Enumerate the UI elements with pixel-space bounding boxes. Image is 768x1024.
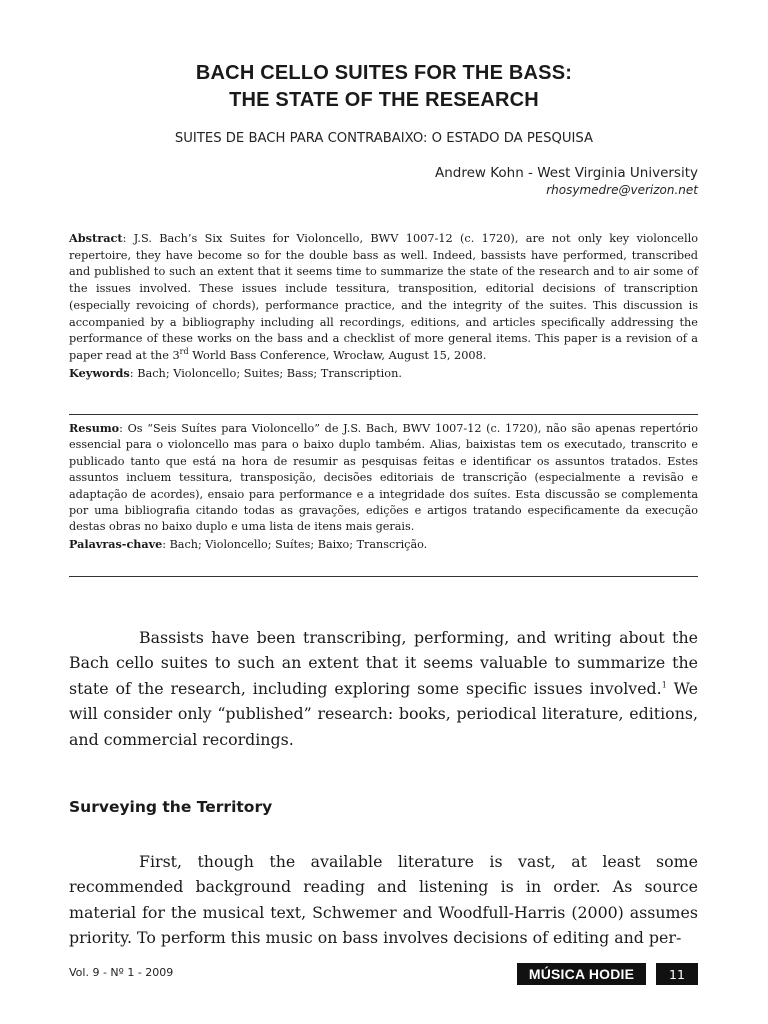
palavras-chave-text: : Bach; Violoncello; Suítes; Baixo; Transcrição. (162, 537, 428, 551)
abstract-label: Abstract (69, 231, 123, 245)
page-number: 11 (656, 963, 698, 985)
author-affiliation: Andrew Kohn - West Virginia University (434, 165, 698, 181)
keywords-text: : Bach; Violoncello; Suites; Bass; Transcription. (129, 366, 402, 380)
footnote-ref[interactable]: 1 (661, 680, 667, 690)
article-title-line-1: BACH CELLO SUITES FOR THE BASS: (195, 62, 573, 84)
divider-bottom (69, 576, 698, 577)
resumo-label: Resumo (69, 421, 120, 435)
divider-top (69, 414, 698, 415)
author-email: rhosymedre@verizon.net (546, 183, 698, 197)
keywords-label: Keywords (69, 365, 130, 380)
paragraph-1-text-end: We will consider only “published” research: books, periodical literature, editions, and commercial recordings. (69, 678, 698, 749)
abstract-superscript: rd (179, 347, 189, 357)
journal-name-badge: MÚSICA HODIE (517, 963, 646, 985)
article-subtitle: SUITES DE BACH PARA CONTRABAIXO: O ESTADO DA PESQUISA (174, 131, 594, 146)
article-title-line-2: THE STATE OF THE RESEARCH (229, 89, 539, 111)
body-paragraph-2: First, though the available literature is vast, at least some recommended background reading and listening is in order. As source material for the musical text, Schwemer and Woodfull-Harris (2000) assumes priority. To perform this music on bass involves decisions of editing and per- (69, 852, 698, 948)
footer-volume: Vol. 9 - Nº 1 - 2009 (69, 966, 174, 979)
body-paragraph-1 (69, 625, 698, 752)
paragraph-1-text: Bassists have been transcribing, performing, and writing about the Bach cello suites to such an extent that it seems valuable to summarize the state of the research, including exploring some specific issues involved. (69, 628, 698, 698)
section-heading: Surveying the Territory (69, 798, 273, 816)
palavras-chave-label: Palavras-chave (69, 536, 163, 551)
abstract-text: : J.S. Bach’s Six Suites for Violoncello, BWV 1007-12 (c. 1720), are not only key violoncello repertoire, they have become so for the double bass as well. Indeed, bassists have performed, transcribed and published to such an extent that it seems time to summarize the state of the research and to air some of the issues involved. These issues include tessitura, transposition, editorial decisions of transcription (especially revoicing of chords), performance practice, and the integrity of the suites. This discussion is accompanied by a bibliography including all recordings, editions, and articles specifically addressing the performance of these works on the bass and a checklist of more general items. This paper is a revision of a paper read at the 3 (69, 232, 698, 362)
resumo-text: : Os “Seis Suítes para Violoncello” de J.S. Bach, BWV 1007-12 (c. 1720), não são apenas repertório essencial para o violoncello mas para o baixo duplo também. Alias, baixistas tem os executado, transcrito e publicado tanto que está na hora de resumir as pesquisas feitas e identificar os assuntos tratados. Estes assuntos incluem tessitura, transposição, decisões editoriais de transcrição (especialmente a revisão e adaptação de acordes), ensaio para performance e a integridade dos suítes. Esta discussão se complementa por uma bibliografia citando todas as gravações, edições e artigos tratando especificamente da execução destas obras no baixo duplo e uma lista de itens mais gerais. (69, 422, 698, 534)
abstract-keywords (69, 365, 698, 383)
abstract-block (69, 230, 698, 382)
resumo-keywords (69, 536, 698, 553)
abstract-text-end: World Bass Conference, Wrocław, August 15, 2008. (188, 348, 487, 362)
resumo-block (69, 420, 698, 553)
